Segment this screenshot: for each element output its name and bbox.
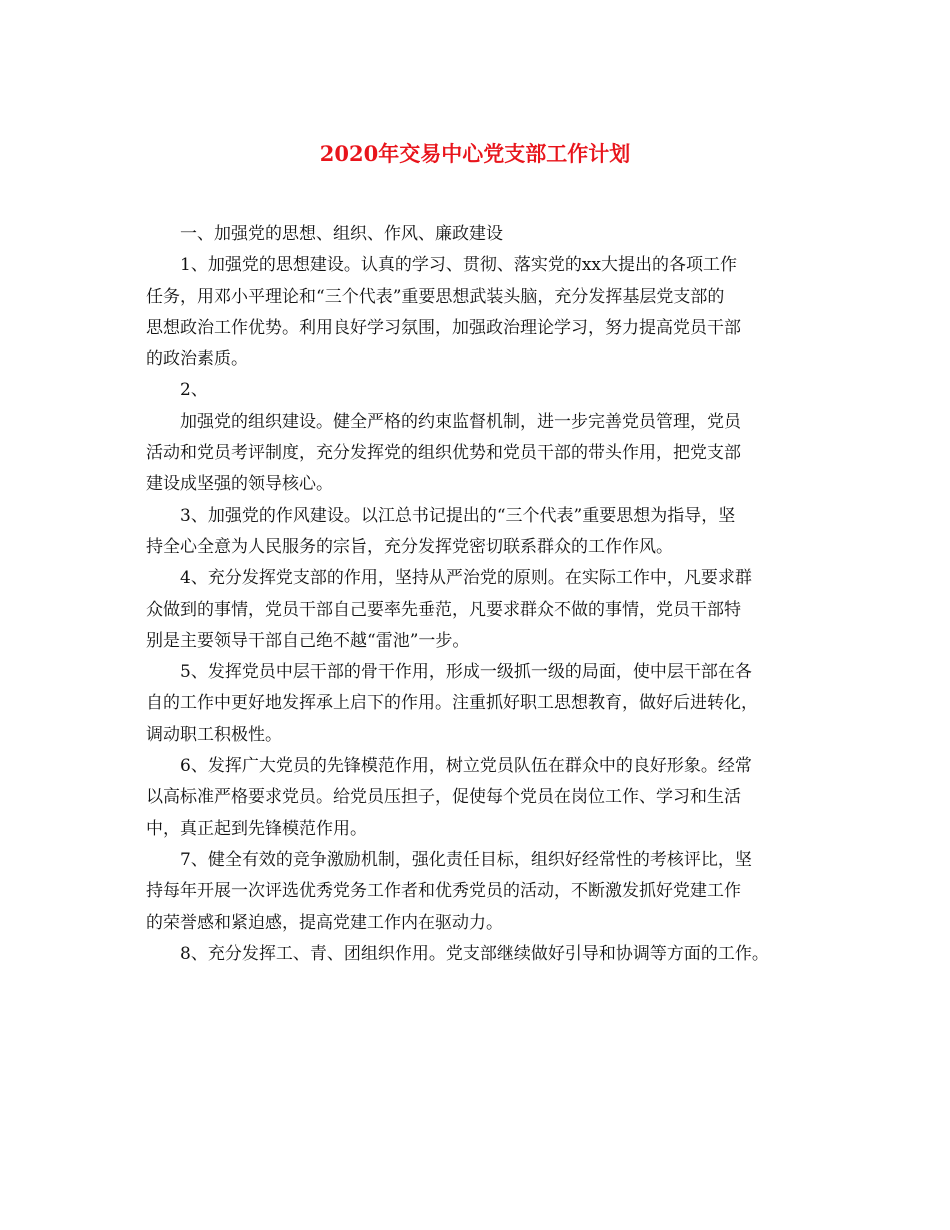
- paragraph-line: 中，真正起到先锋模范作用。: [146, 818, 367, 839]
- paragraph-line: 以高标准严格要求党员。给党员压担子，促使每个党员在岗位工作、学习和生活: [146, 787, 741, 808]
- paragraph-line: 活动和党员考评制度，充分发挥党的组织优势和党员干部的带头作用，把党支部: [146, 443, 741, 464]
- paragraph-line: 自的工作中更好地发挥承上启下的作用。注重抓好职工思想教育，做好后进转化，: [146, 693, 758, 714]
- paragraph-line: 7、健全有效的竞争激励机制，强化责任目标，组织好经常性的考核评比，坚: [180, 849, 752, 870]
- paragraph-line: 思想政治工作优势。利用良好学习氛围，加强政治理论学习，努力提高党员干部: [146, 317, 741, 338]
- paragraph-line: 1、加强党的思想建设。认真的学习、贯彻、落实党的xx大提出的各项工作: [180, 255, 737, 276]
- paragraph-line: 2、: [180, 380, 208, 401]
- paragraph-line: 持每年开展一次评选优秀党务工作者和优秀党员的活动，不断激发抓好党建工作: [146, 881, 741, 902]
- paragraph-line: 4、充分发挥党支部的作用，坚持从严治党的原则。在实际工作中，凡要求群: [180, 568, 752, 589]
- paragraph-line: 建设成坚强的领导核心。: [146, 474, 333, 495]
- document-title: 2020年交易中心党支部工作计划: [319, 141, 631, 166]
- paragraph-line: 任务，用邓小平理论和“三个代表”重要思想武装头脑，充分发挥基层党支部的: [146, 286, 725, 307]
- paragraph-line: 8、充分发挥工、青、团组织作用。党支部继续做好引导和协调等方面的工作。: [180, 943, 769, 964]
- document-body: [146, 219, 814, 970]
- paragraph-line: 3、加强党的作风建设。以江总书记提出的“三个代表”重要思想为指导，坚: [180, 505, 736, 526]
- paragraph-line: 加强党的组织建设。健全严格的约束监督机制，进一步完善党员管理，党员: [180, 411, 741, 432]
- paragraph-line: 一、加强党的思想、组织、作风、廉政建设: [180, 224, 503, 244]
- paragraph-line: 别是主要领导干部自己绝不越“雷池”一步。: [146, 630, 470, 651]
- paragraph-line: 调动职工积极性。: [146, 724, 282, 745]
- paragraph-line: 的政治素质。: [146, 349, 248, 370]
- paragraph-line: 众做到的事情，党员干部自己要率先垂范，凡要求群众不做的事情，党员干部特: [146, 599, 741, 620]
- paragraph-line: 5、发挥党员中层干部的骨干作用，形成一级抓一级的局面，使中层干部在各: [180, 662, 752, 683]
- paragraph-line: 持全心全意为人民服务的宗旨，充分发挥党密切联系群众的工作作风。: [146, 536, 673, 557]
- paragraph-line: 的荣誉感和紧迫感，提高党建工作内在驱动力。: [146, 912, 503, 933]
- paragraph-line: 6、发挥广大党员的先锋模范作用，树立党员队伍在群众中的良好形象。经常: [180, 756, 752, 777]
